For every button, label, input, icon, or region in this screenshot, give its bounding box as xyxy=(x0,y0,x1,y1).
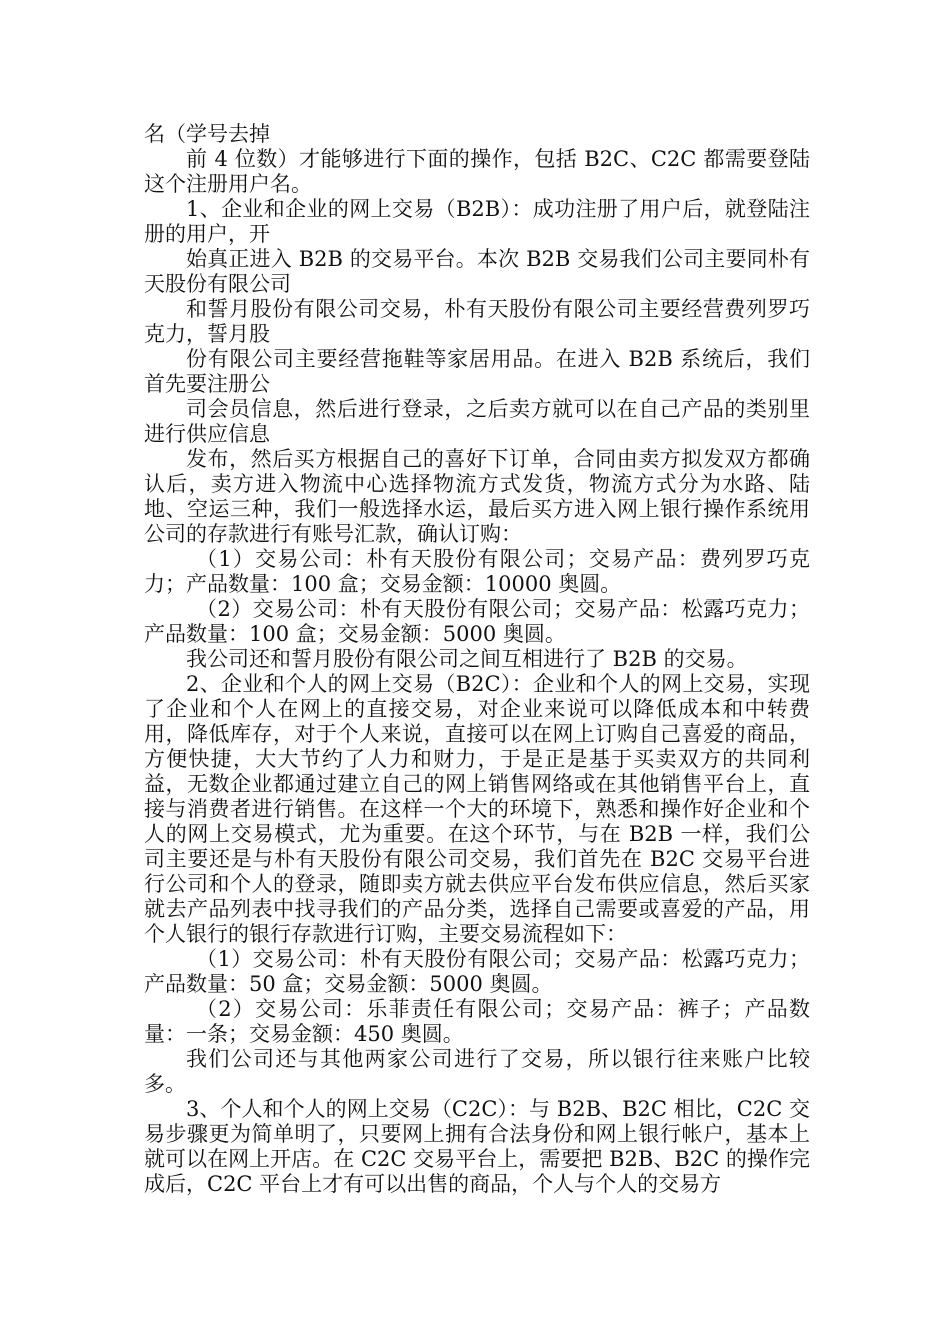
paragraph: 份有限公司主要经营拖鞋等家居用品。在进入 B2B 系统后，我们首先要注册公 xyxy=(144,347,810,396)
paragraph: 前 4 位数）才能够进行下面的操作，包括 B2C、C2C 都需要登陆这个注册用户名。 xyxy=(144,147,810,196)
list-item: （2）交易公司：朴有天股份有限公司；交易产品：松露巧克力；产品数量：100 盒；交易金额：5000 奥圆。 xyxy=(144,597,810,646)
paragraph: 司会员信息，然后进行登录，之后卖方就可以在自己产品的类别里进行供应信息 xyxy=(144,397,810,446)
list-item: （1）交易公司：朴有天股份有限公司；交易产品：费列罗巧克力；产品数量：100 盒；交易金额：10000 奥圆。 xyxy=(144,547,810,596)
paragraph: 我们公司还与其他两家公司进行了交易，所以银行往来账户比较多。 xyxy=(144,1047,810,1096)
paragraph: 1、企业和企业的网上交易（B2B）：成功注册了用户后，就登陆注册的用户，开 xyxy=(144,197,810,246)
paragraph: 名（学号去掉 xyxy=(144,122,270,146)
paragraph: 发布，然后买方根据自己的喜好下订单，合同由卖方拟发双方都确认后，卖方进入物流中心选择物流方式发货，物流方式分为水路、陆地、空运三种，我们一般选择水运，最后买方进入网上银行操作系统用公司的存款进行有账号汇款，确认订购： xyxy=(144,447,810,546)
paragraph: 2、企业和个人的网上交易（B2C）：企业和个人的网上交易，实现了企业和个人在网上的直接交易，对企业来说可以降低成本和中转费用，降低库存，对于个人来说，直接可以在网上订购自己喜爱的商品，方便快捷，大大节约了人力和财力，于是正是基于买卖双方的共同利益，无数企业都通过建立自己的网上销售网络或在其他销售平台上，直接与消费者进行销售。在这样一个大的环境下，熟悉和操作好企业和个人的网上交易模式，尤为重要。在这个环节，与在 B2B 一样，我们公司主要还是与朴有天股份有限公司交易，我们首先在 B2C 交易平台进行公司和个人的登录，随即卖方就去供应平台发布供应信息，然后买家就去产品列表中找寻我们的产品分类，选择自己需要或喜爱的产品，用个人银行的银行存款进行订购，主要交易流程如下： xyxy=(144,672,810,946)
document-body xyxy=(144,122,810,1197)
paragraph: 我公司还和誓月股份有限公司之间互相进行了 B2B 的交易。 xyxy=(186,647,748,671)
paragraph: 3、个人和个人的网上交易（C2C）：与 B2B、B2C 相比，C2C 交易步骤更为简单明了，只要网上拥有合法身份和网上银行帐户，基本上就可以在网上开店。在 C2C 交易平台上，需要把 B2B、B2C 的操作完成后，C2C 平台上才有可以出售的商品，个人与个人的交易方 xyxy=(144,1097,810,1196)
list-item: （1）交易公司：朴有天股份有限公司；交易产品：松露巧克力；产品数量：50 盒；交易金额：5000 奥圆。 xyxy=(144,947,810,996)
paragraph: 和誓月股份有限公司交易，朴有天股份有限公司主要经营费列罗巧克力，誓月股 xyxy=(144,297,810,346)
list-item: （2）交易公司：乐菲责任有限公司；交易产品：裤子；产品数量：一条；交易金额：450 奥圆。 xyxy=(144,997,810,1046)
paragraph: 始真正进入 B2B 的交易平台。本次 B2B 交易我们公司主要同朴有天股份有限公司 xyxy=(144,247,810,296)
